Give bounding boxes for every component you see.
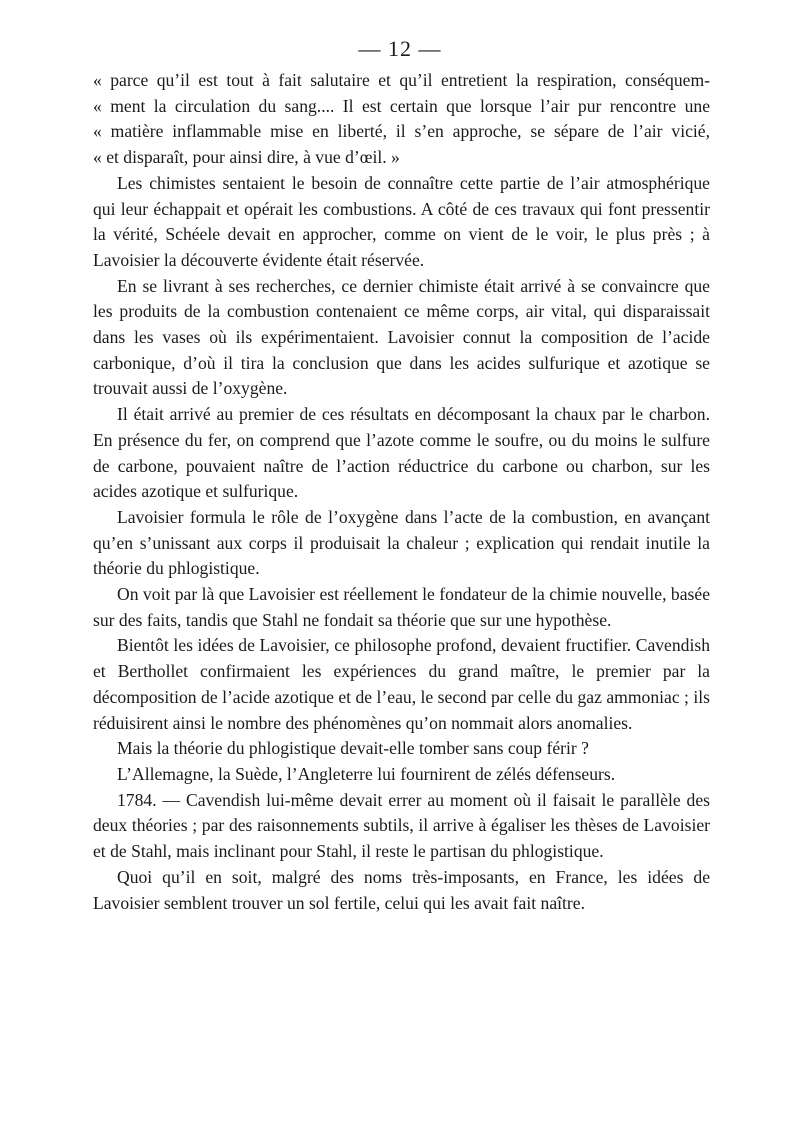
paragraph: L’Allemagne, la Suède, l’Angleterre lui fournirent de zélés défenseurs. bbox=[117, 763, 616, 784]
quote-block bbox=[93, 68, 710, 171]
paragraph: Mais la théorie du phlogistique devait-elle tomber sans coup férir ? bbox=[117, 738, 589, 759]
page-number: — 12 — bbox=[358, 36, 442, 61]
quote-line: « parce qu’il est tout à fait salutaire et qu’il entretient la respiration, conséquem- bbox=[93, 70, 710, 90]
paragraph: On voit par là que Lavoisier est réellement le fondateur de la chimie nouvelle, basée sur des faits, tandis que Stahl ne fondait sa théorie que sur une hypothèse. bbox=[93, 584, 710, 630]
quote-line: « et disparaît, pour ainsi dire, à vue d’œil. » bbox=[93, 147, 400, 168]
paragraph: 1784. — Cavendish lui-même devait errer au moment où il faisait le parallèle des deux théories ; par des raisonnements subtils, il arrive à égaliser les thèses de Lavoisier et de Stahl, mais inclinant pour Stahl, il reste le partisan du phlogistique. bbox=[93, 789, 710, 862]
paragraph: En se livrant à ses recherches, ce dernier chimiste était arrivé à se convaincre que les produits de la combustion contenaient ce même corps, air vital, qui disparaissait dans les vases où ils expérimentaient. Lavoisier connut la composition de l’acide carbonique, d’où il tira la conclusion que dans les acides sulfurique et azotique se trouvait aussi de l’oxygène. bbox=[93, 275, 710, 399]
paragraph: Les chimistes sentaient le besoin de connaître cette partie de l’air atmosphérique qui leur échappait et opérait les combustions. A côté de ces travaux qui font pressentir la vérité, Schéele devait en approcher, comme on vient de le voir, le plus près ; à Lavoisier la découverte évidente était réservée. bbox=[93, 172, 710, 270]
quote-line: « matière inflammable mise en liberté, il s’en approche, se sépare de l’air vicié, bbox=[93, 121, 710, 142]
paragraph: Il était arrivé au premier de ces résultats en décomposant la chaux par le charbon. En présence du fer, on comprend que l’azote comme le soufre, ou du moins le sulfure de carbone, pouvaient naître de l’action réductrice du carbone ou charbon, sur les acides azotique et sulfurique. bbox=[93, 404, 710, 502]
quote-line: « ment la circulation du sang.... Il est certain que lorsque l’air pur rencontre une bbox=[93, 95, 710, 116]
body-text bbox=[93, 68, 710, 916]
paragraph: Bientôt les idées de Lavoisier, ce philosophe profond, devaient fructifier. Cavendish et Berthollet confirmaient les expériences du grand maître, le premier par la décomposition de l’acide azotique et de l’eau, le second par celle du gaz ammoniac ; ils réduisirent ainsi le nombre des phénomènes qu’on nommait alors anomalies. bbox=[93, 635, 710, 733]
paragraph: Quoi qu’il en soit, malgré des noms très-imposants, en France, les idées de Lavoisier semblent trouver un sol fertile, celui qui les avait fait naître. bbox=[93, 866, 710, 913]
paragraph: Lavoisier formula le rôle de l’oxygène dans l’acte de la combustion, en avançant qu’en s’unissant aux corps il produisait la chaleur ; explication qui rendait inutile la théorie du phlogistique. bbox=[93, 506, 710, 579]
